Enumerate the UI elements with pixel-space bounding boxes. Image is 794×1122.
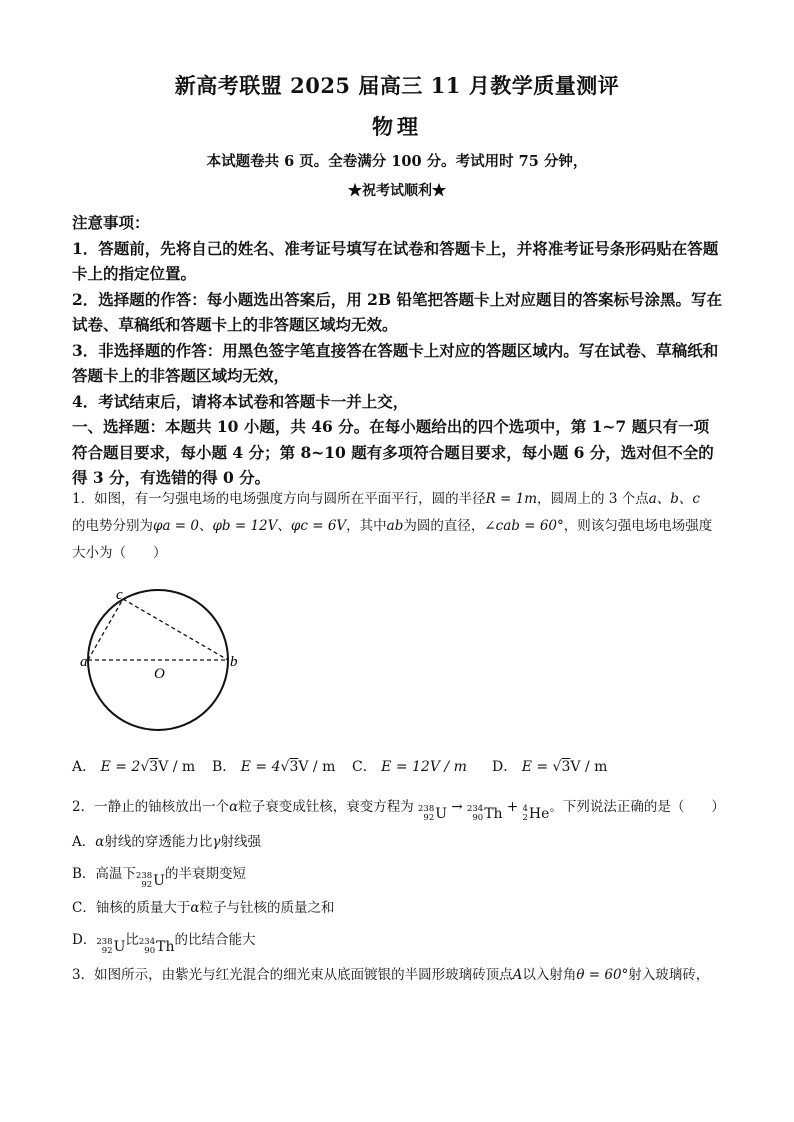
chord-ac: [88, 599, 123, 660]
uranium-nuclide: 238 92 U: [418, 804, 448, 823]
option-c: C． E = 12V / m: [352, 759, 467, 775]
chord-cb: [123, 599, 228, 660]
option-d: D． E = √3V / m: [492, 759, 608, 775]
note-item: 4．考试结束后，请将本试卷和答题卡一并上交，: [72, 391, 409, 411]
option-b: B． E = 4√3V / m: [212, 759, 336, 775]
exam-title: 新高考联盟 2025 届高三 11 月教学质量测评: [174, 73, 620, 98]
circle-diagram: [72, 588, 272, 748]
notes-block: [72, 210, 724, 491]
subject-title: 物理: [372, 114, 422, 139]
good-luck-line: ★祝考试顺利★: [348, 183, 446, 199]
question-1: [72, 486, 724, 567]
thorium-nuclide: 234 90 Th: [466, 804, 503, 823]
helium-nuclide: 4 2 He: [522, 804, 550, 823]
note-item: 1．答题前，先将自己的姓名、准考证号填写在试卷和答题卡上，并将准考证号条形码贴在答题卡上的指定位置。: [72, 238, 719, 283]
notes-heading: 注意事项：: [72, 213, 150, 232]
question-2-option-c: C．铀核的质量大于α粒子与钍核的质量之和: [72, 900, 335, 916]
question-2-option-b: B．高温下 238 92 U 的半衰期变短: [72, 866, 246, 890]
point-b-label: b: [230, 654, 238, 670]
question-3-text: 3．如图所示，由紫光与红光混合的细光束从底面镀银的半圆形玻璃砖顶点A以入射角θ = 60°射入玻璃砖，: [72, 967, 710, 983]
section-instructions: 一、选择题：本题共 10 小题，共 46 分。在每小题给出的四个选项中，第 1~7 题只有一项符合题目要求，每小题 4 分；第 8~10 题有多项符合题目要求，每小题 6 分，选对但不全的得 3 分，有选错的得 0 分。: [72, 417, 714, 487]
question-2-text: 2．一静止的铀核放出一个α粒子衰变成钍核，衰变方程为 238 92 U → 234 90 Th + 4 2 He 。下列说法正确的是（ ）: [72, 799, 725, 823]
note-item: 3．非选择题的作答：用黑色签字笔直接答在答题卡上对应的答题区域内。写在试卷、草稿纸和答题卡上的非答题区域均无效，: [72, 340, 719, 385]
question-2-option-d: D． 238 92 U 比 234 90 Th 的比结合能大: [72, 932, 256, 956]
question-1-text: 1．如图，有一匀强电场的电场强度方向与圆所在平面平行，圆的半径R = 1m，圆周上的 3 个点a、b、c 的电势分别为φa = 0、φb = 12V、φc = 6V，其中ab为圆的直径，∠cab = 60°，则该匀强电场电场强度大小为（ ）: [72, 491, 713, 561]
center-o-label: O: [154, 666, 165, 682]
option-a: A． E = 2√3V / m: [72, 759, 196, 775]
note-item: 2．选择题的作答：每小题选出答案后，用 2B 铅笔把答题卡上对应题目的答案标号涂黑。写在试卷、草稿纸和答题卡上的非答题区域均无效。: [72, 289, 722, 334]
exam-info: 本试题卷共 6 页。全卷满分 100 分。考试用时 75 分钟，: [206, 153, 588, 170]
point-c-label: c: [116, 588, 123, 603]
point-a-label: a: [80, 654, 88, 670]
question-2-option-a: A．α射线的穿透能力比γ射线强: [72, 834, 261, 850]
